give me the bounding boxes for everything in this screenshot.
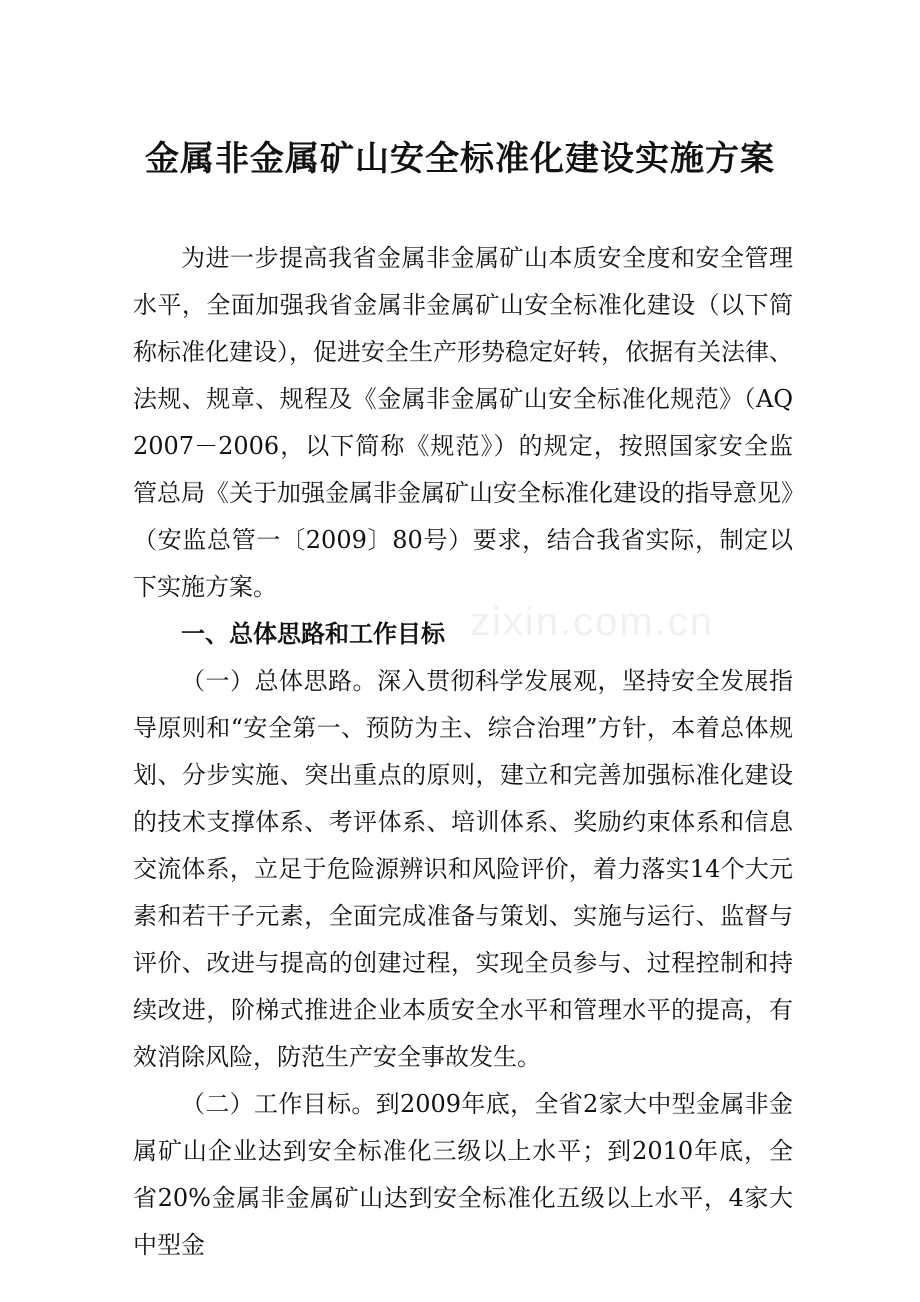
watermark: zixin.com.cn [470, 600, 715, 644]
overall-thinking-paragraph: （一）总体思路。深入贯彻科学发展观，坚持安全发展指导原则和“安全第一、预防为主、综合治理”方针，本着总体规划、分步实施、突出重点的原则，建立和完善加强标准化建设的技术支撑体系、考评体系、培训体系、奖励约束体系和信息交流体系，立足于危险源辨识和风险评价，着力落实14个大元素和若干子元素，全面完成准备与策划、实施与运行、监督与评价、改进与提高的创建过程，实现全员参与、过程控制和持续改进，阶梯式推进企业本质安全水平和管理水平的提高，有效消除风险，防范生产安全事故发生。 [133, 667, 793, 1071]
work-goals-paragraph: （二）工作目标。到2009年底，全省2家大中型金属非金属矿山企业达到安全标准化三级以上水平；到2010年底，全省20%金属非金属矿山达到安全标准化五级以上水平，4家大中型金 [133, 1090, 793, 1259]
document-title: 金属非金属矿山安全标准化建设实施方案 [145, 139, 775, 179]
document-body [133, 235, 793, 1269]
section-heading: 一、总体思路和工作目标 [181, 620, 445, 648]
intro-paragraph: 为进一步提高我省金属非金属矿山本质安全度和安全管理水平，全面加强我省金属非金属矿山安全标准化建设（以下简称标准化建设），促进安全生产形势稳定好转，依据有关法律、法规、规章、规程及《金属非金属矿山安全标准化规范》（AQ2007－2006，以下简称《规范》）的规定，按照国家安全监管总局《关于加强金属非金属矿山安全标准化建设的指导意见》（安监总管一〔2009〕80号）要求，结合我省实际，制定以下实施方案。 [133, 244, 793, 601]
